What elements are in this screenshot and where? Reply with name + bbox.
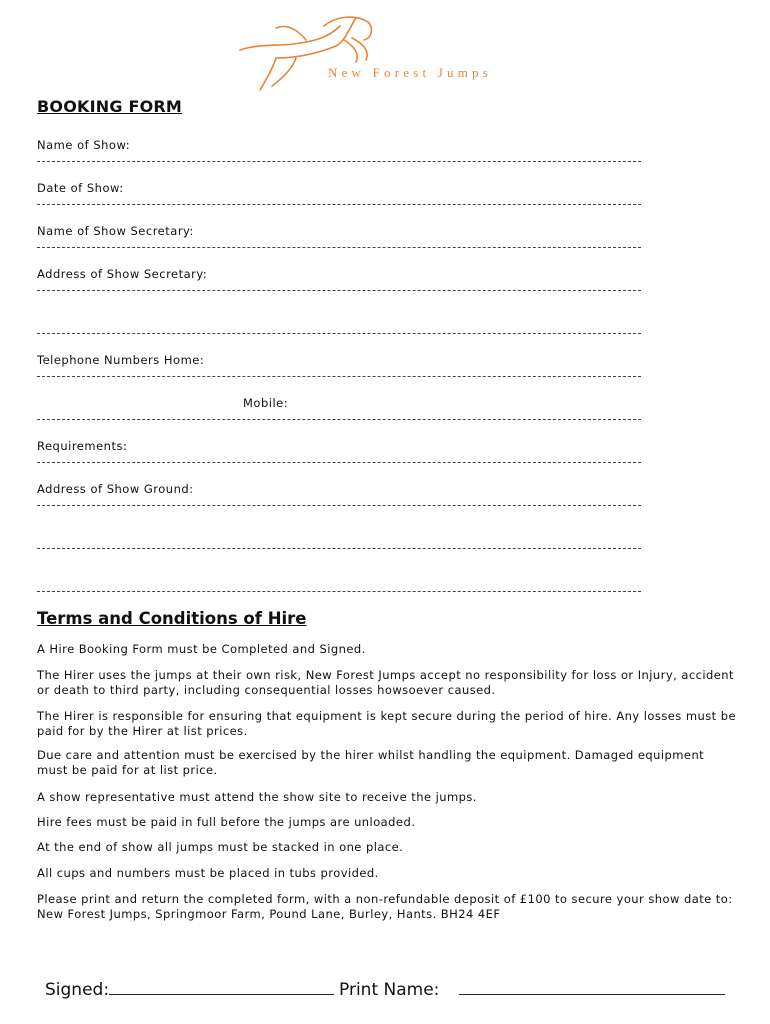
signed-label: Signed: (45, 980, 110, 1000)
show-ground-address-field-3[interactable] (37, 591, 641, 592)
signed-field[interactable] (109, 978, 334, 995)
requirements-field[interactable] (37, 462, 641, 463)
print-name-label: Print Name: (339, 980, 440, 1000)
name-of-show-label: Name of Show: (37, 138, 131, 152)
date-of-show-field[interactable] (37, 204, 641, 205)
booking-form-title: BOOKING FORM (37, 97, 183, 116)
terms-item: At the end of show all jumps must be stacked in one place. (37, 840, 404, 854)
secretary-address-field-1[interactable] (37, 290, 641, 291)
show-secretary-field[interactable] (37, 247, 641, 248)
telephone-home-field[interactable] (37, 376, 641, 377)
terms-item: All cups and numbers must be placed in tubs provided. (37, 866, 379, 880)
brand-name: New Forest Jumps (328, 65, 492, 80)
mobile-field[interactable] (37, 419, 641, 420)
terms-item: Please print and return the completed form, with a non-refundable deposit of £100 to secure your show date to: New Forest Jumps, Springmoor Farm, Pound Lane, Burley, Hants. BH24 4EF (37, 892, 733, 921)
print-name-field[interactable] (459, 978, 725, 995)
mobile-label: Mobile: (243, 396, 289, 410)
terms-item: The Hirer uses the jumps at their own risk, New Forest Jumps accept no responsibility for loss or Injury, accident or death to third party, including consequential losses howsoever caused. (37, 668, 734, 697)
horse-logo-icon (236, 10, 536, 100)
telephone-home-label: Telephone Numbers Home: (37, 353, 205, 367)
secretary-address-field-2[interactable] (37, 333, 641, 334)
print-name-area (339, 978, 725, 1000)
company-logo (236, 10, 536, 100)
requirements-label: Requirements: (37, 439, 128, 453)
terms-item: The Hirer is responsible for ensuring that equipment is kept secure during the period of hire. Any losses must be paid for by the Hirer at list prices. (37, 709, 737, 738)
show-secretary-label: Name of Show Secretary: (37, 224, 194, 238)
name-of-show-field[interactable] (37, 161, 641, 162)
signed-area (45, 978, 334, 1000)
terms-item: A show representative must attend the show site to receive the jumps. (37, 790, 477, 804)
terms-item: A Hire Booking Form must be Completed and Signed. (37, 642, 366, 656)
secretary-address-label: Address of Show Secretary: (37, 267, 208, 281)
show-ground-address-field-1[interactable] (37, 505, 641, 506)
show-ground-address-field-2[interactable] (37, 548, 641, 549)
terms-title: Terms and Conditions of Hire (37, 609, 307, 628)
show-ground-address-label: Address of Show Ground: (37, 482, 194, 496)
date-of-show-label: Date of Show: (37, 181, 124, 195)
terms-item: Due care and attention must be exercised by the hirer whilst handling the equipment. Damaged equipment must be paid for at list price. (37, 748, 705, 777)
terms-item: Hire fees must be paid in full before the jumps are unloaded. (37, 815, 416, 829)
